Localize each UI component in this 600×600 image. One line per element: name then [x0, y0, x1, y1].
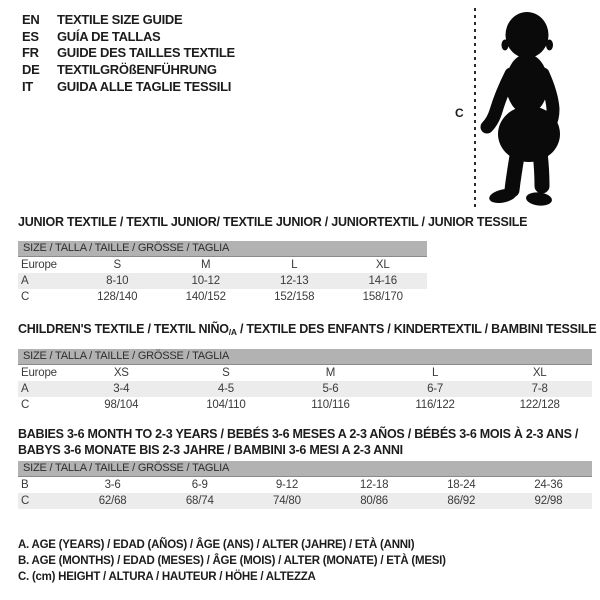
children-size-table: [18, 349, 592, 413]
row-label: C: [21, 399, 30, 411]
size-cell: L: [431, 367, 439, 379]
table-row: [18, 477, 592, 493]
size-cell: XL: [375, 259, 390, 271]
language-code: ES: [22, 28, 39, 44]
footnote-a: A. AGE (YEARS) / EDAD (AÑOS) / ÂGE (ANS) / ALTER (JAHRE) / ETÀ (ANNI): [18, 539, 415, 551]
footnote-c: C. (cm) HEIGHT / ALTURA / HAUTEUR / HÖHE / ALTEZZA: [18, 571, 316, 583]
size-header-bar: SIZE / TALLA / TAILLE / GRÖSSE / TAGLIA: [18, 349, 592, 365]
language-title-block: [22, 12, 235, 96]
language-code: IT: [22, 78, 33, 94]
size-cell: 122/128: [519, 399, 560, 411]
size-cell: 8-10: [106, 275, 129, 287]
language-code: EN: [22, 12, 40, 27]
height-label: C: [455, 106, 464, 120]
language-title: GUIDE DES TAILLES TEXTILE: [57, 45, 235, 61]
size-cell: 128/140: [97, 291, 138, 303]
size-cell: 110/116: [311, 399, 350, 411]
children-table-title: [18, 321, 596, 340]
size-cell: 3-6: [104, 479, 121, 491]
size-cell: 116/122: [415, 399, 455, 411]
table-row: [18, 273, 427, 289]
babies-table-title: [18, 426, 578, 458]
table-row: [18, 493, 592, 509]
language-row: [22, 12, 235, 29]
row-label: C: [21, 495, 30, 507]
table-row: [18, 289, 427, 305]
junior-size-table: [18, 241, 427, 305]
babies-size-table: [18, 461, 592, 509]
size-cell: 24-36: [534, 479, 563, 491]
size-cell: 98/104: [104, 399, 139, 411]
language-code: FR: [22, 45, 39, 61]
size-cell: 158/170: [362, 291, 403, 303]
junior-table-title: JUNIOR TEXTILE / TEXTIL JUNIOR/ TEXTILE JUNIOR / JUNIORTEXTIL / JUNIOR TESSILE: [18, 215, 528, 229]
footnote-b: B. AGE (MONTHS) / EDAD (MESES) / ÂGE (MOIS) / ALTER (MONATE) / ETÀ (MESI): [18, 555, 446, 567]
row-label: C: [21, 291, 30, 303]
size-cell: 74/80: [273, 495, 301, 507]
language-title: GUÍA DE TALLAS: [57, 28, 161, 44]
size-cell: 14-16: [368, 275, 397, 287]
children-title-prefix: CHILDREN'S TEXTILE / TEXTIL NIÑO: [18, 322, 229, 336]
table-row: [18, 365, 592, 381]
size-cell: 4-5: [217, 383, 234, 395]
language-title: TEXTILGRÖßENFÜHRUNG: [57, 62, 217, 78]
size-cell: S: [222, 367, 230, 379]
size-cell: 5-6: [322, 383, 339, 395]
height-dashed-line: [474, 8, 476, 207]
size-cell: XS: [113, 367, 129, 379]
size-cell: 104/110: [206, 399, 246, 411]
size-cell: 18-24: [447, 479, 476, 491]
row-label: Europe: [21, 259, 57, 271]
size-cell: 6-9: [191, 479, 208, 491]
row-label: A: [21, 383, 29, 395]
language-row: [22, 62, 235, 79]
children-title-suffix: / TEXTILE DES ENFANTS / KINDERTEXTIL / BAMBINI TESSILE: [236, 322, 597, 336]
size-cell: XL: [532, 367, 547, 379]
language-title: TEXTILE SIZE GUIDE: [57, 12, 183, 27]
size-cell: L: [291, 259, 298, 271]
footnotes-block: [18, 537, 446, 585]
babies-title-line2: BABYS 3-6 MONATE BIS 2-3 JAHRE / BAMBINI 3-6 MESI A 2-3 ANNI: [18, 443, 403, 457]
size-cell: 140/152: [185, 291, 226, 303]
language-row: [22, 45, 235, 62]
baby-silhouette: [480, 10, 570, 208]
size-header-bar: SIZE / TALLA / TAILLE / GRÖSSE / TAGLIA: [18, 461, 592, 477]
size-cell: 6-7: [427, 383, 444, 395]
size-cell: 68/74: [185, 495, 214, 507]
size-cell: 10-12: [191, 275, 220, 287]
size-cell: S: [113, 259, 121, 271]
size-cell: 62/68: [98, 495, 127, 507]
size-cell: M: [325, 367, 336, 379]
row-label: Europe: [21, 367, 57, 379]
size-cell: 86/92: [447, 495, 476, 507]
babies-title-line1: BABIES 3-6 MONTH TO 2-3 YEARS / BEBÉS 3-6 MESES A 2-3 AÑOS / BÉBÉS 3-6 MOIS À 2-3 ANS /: [18, 427, 579, 441]
size-cell: 152/158: [274, 291, 315, 303]
language-code: DE: [22, 62, 40, 78]
size-cell: 9-12: [275, 479, 299, 491]
size-cell: 12-18: [359, 479, 389, 491]
table-row: [18, 381, 592, 397]
language-row: [22, 79, 235, 96]
children-title-subscript: /A: [228, 327, 237, 337]
language-row: [22, 29, 235, 46]
row-label: A: [21, 275, 29, 287]
size-cell: 80/86: [360, 495, 388, 507]
table-row: [18, 257, 427, 273]
size-cell: 92/98: [534, 495, 563, 507]
size-cell: 7-8: [531, 383, 548, 395]
size-cell: 3-4: [113, 383, 130, 395]
size-cell: 12-13: [280, 275, 309, 287]
language-title: GUIDA ALLE TAGLIE TESSILI: [57, 78, 232, 94]
size-cell: M: [201, 259, 211, 271]
row-label: B: [21, 479, 29, 491]
table-row: [18, 397, 592, 413]
size-header-bar: SIZE / TALLA / TAILLE / GRÖSSE / TAGLIA: [18, 241, 427, 257]
